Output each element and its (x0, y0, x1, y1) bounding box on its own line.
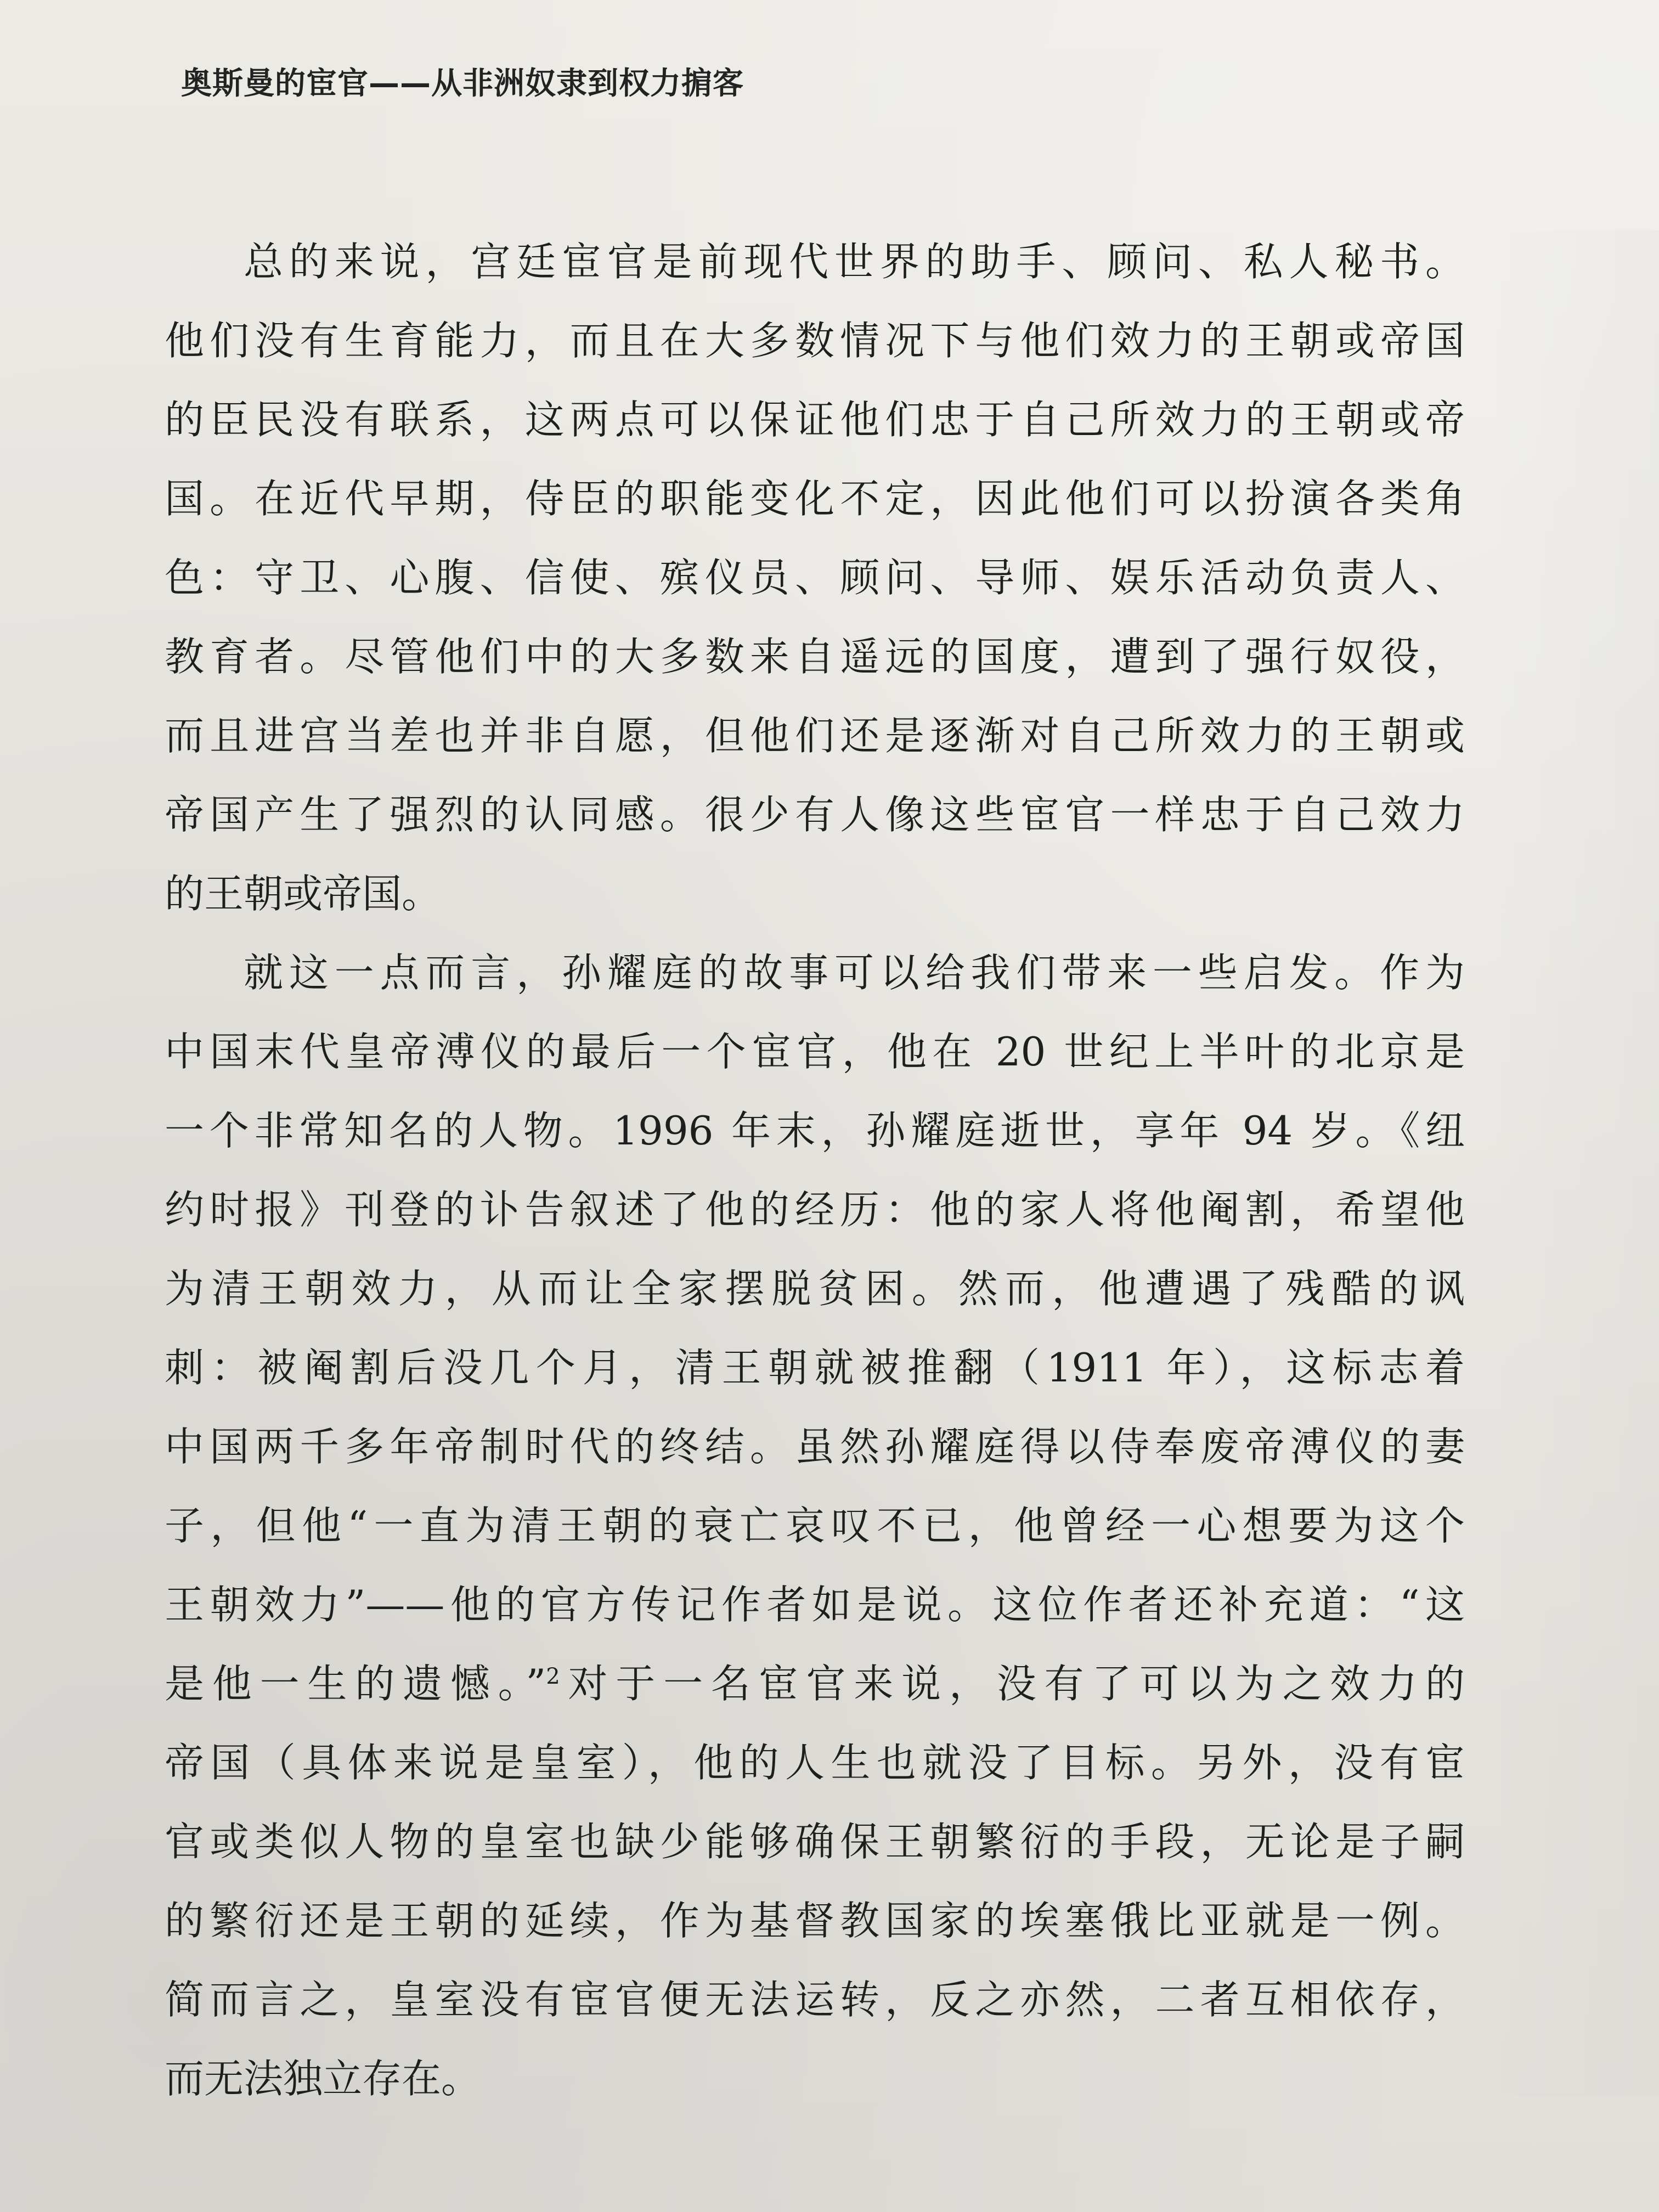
text-line: 一个非常知名的人物。1996 年末，孙耀庭逝世，享年 94 岁。《纽 (165, 1108, 1465, 1154)
body-text (165, 222, 1465, 2118)
text-line: 官或类似人物的皇室也缺少能够确保王朝繁衍的手段，无论是子嗣 (165, 1819, 1465, 1865)
text-line: 教育者。尽管他们中的大多数来自遥远的国度，遭到了强行奴役， (165, 634, 1465, 680)
text-line: 中国两千多年帝制时代的终结。虽然孙耀庭得以侍奉废帝溥仪的妻 (165, 1424, 1465, 1470)
text-line: 国。在近代早期，侍臣的职能变化不定，因此他们可以扮演各类角 (165, 476, 1465, 522)
text-line: 帝国（具体来说是皇室），他的人生也就没了目标。另外，没有宦 (165, 1740, 1465, 1786)
text-line: 简而言之，皇室没有宦官便无法运转，反之亦然，二者互相依存， (165, 1977, 1465, 2023)
text-line: 子，但他“一直为清王朝的衰亡哀叹不已，他曾经一心想要为这个 (165, 1503, 1465, 1549)
text-line: 总的来说，宫廷宦官是前现代世界的助手、顾问、私人秘书。 (244, 239, 1465, 285)
text-line: 的臣民没有联系，这两点可以保证他们忠于自己所效力的王朝或帝 (165, 397, 1465, 443)
text-line: 而且进宫当差也并非自愿，但他们还是逐渐对自己所效力的王朝或 (165, 713, 1465, 759)
text-line: 帝国产生了强烈的认同感。很少有人像这些宦官一样忠于自己效力 (165, 792, 1465, 838)
paragraph-1 (165, 222, 1465, 933)
text-line: 就这一点而言，孙耀庭的故事可以给我们带来一些启发。作为 (244, 950, 1465, 996)
paragraph-2 (165, 933, 1465, 2118)
text-line: 刺：被阉割后没几个月，清王朝就被推翻（1911 年），这标志着 (165, 1345, 1465, 1391)
text-line: 约时报》刊登的讣告叙述了他的经历：他的家人将他阉割，希望他 (165, 1187, 1465, 1233)
footnote-marker[interactable]: 2 (546, 1664, 560, 1689)
text-segment: 对于一名宦官来说，没有了可以为之效力的 (560, 1661, 1465, 1707)
text-line: 的王朝或帝国。 (165, 871, 442, 917)
text-line: 为清王朝效力，从而让全家摆脱贫困。然而，他遭遇了残酷的讽 (165, 1266, 1465, 1312)
text-line: 他们没有生育能力，而且在大多数情况下与他们效力的王朝或帝国 (165, 318, 1465, 364)
text-line: 的繁衍还是王朝的延续，作为基督教国家的埃塞俄比亚就是一例。 (165, 1898, 1465, 1944)
text-segment: 是他一生的遗憾。” (165, 1661, 546, 1707)
page-shadow (1481, 230, 1659, 2096)
text-line: 而无法独立存在。 (165, 2056, 481, 2102)
running-head: 奥斯曼的宦官——从非洲奴隶到权力掮客 (181, 66, 744, 101)
text-line: 王朝效力”——他的官方传记作者如是说。这位作者还补充道：“这 (165, 1582, 1465, 1628)
text-line-with-footnote (165, 1644, 1465, 1723)
text-line: 中国末代皇帝溥仪的最后一个宦官，他在 20 世纪上半叶的北京是 (165, 1029, 1465, 1075)
text-line: 色：守卫、心腹、信使、殡仪员、顾问、导师、娱乐活动负责人、 (165, 555, 1465, 601)
